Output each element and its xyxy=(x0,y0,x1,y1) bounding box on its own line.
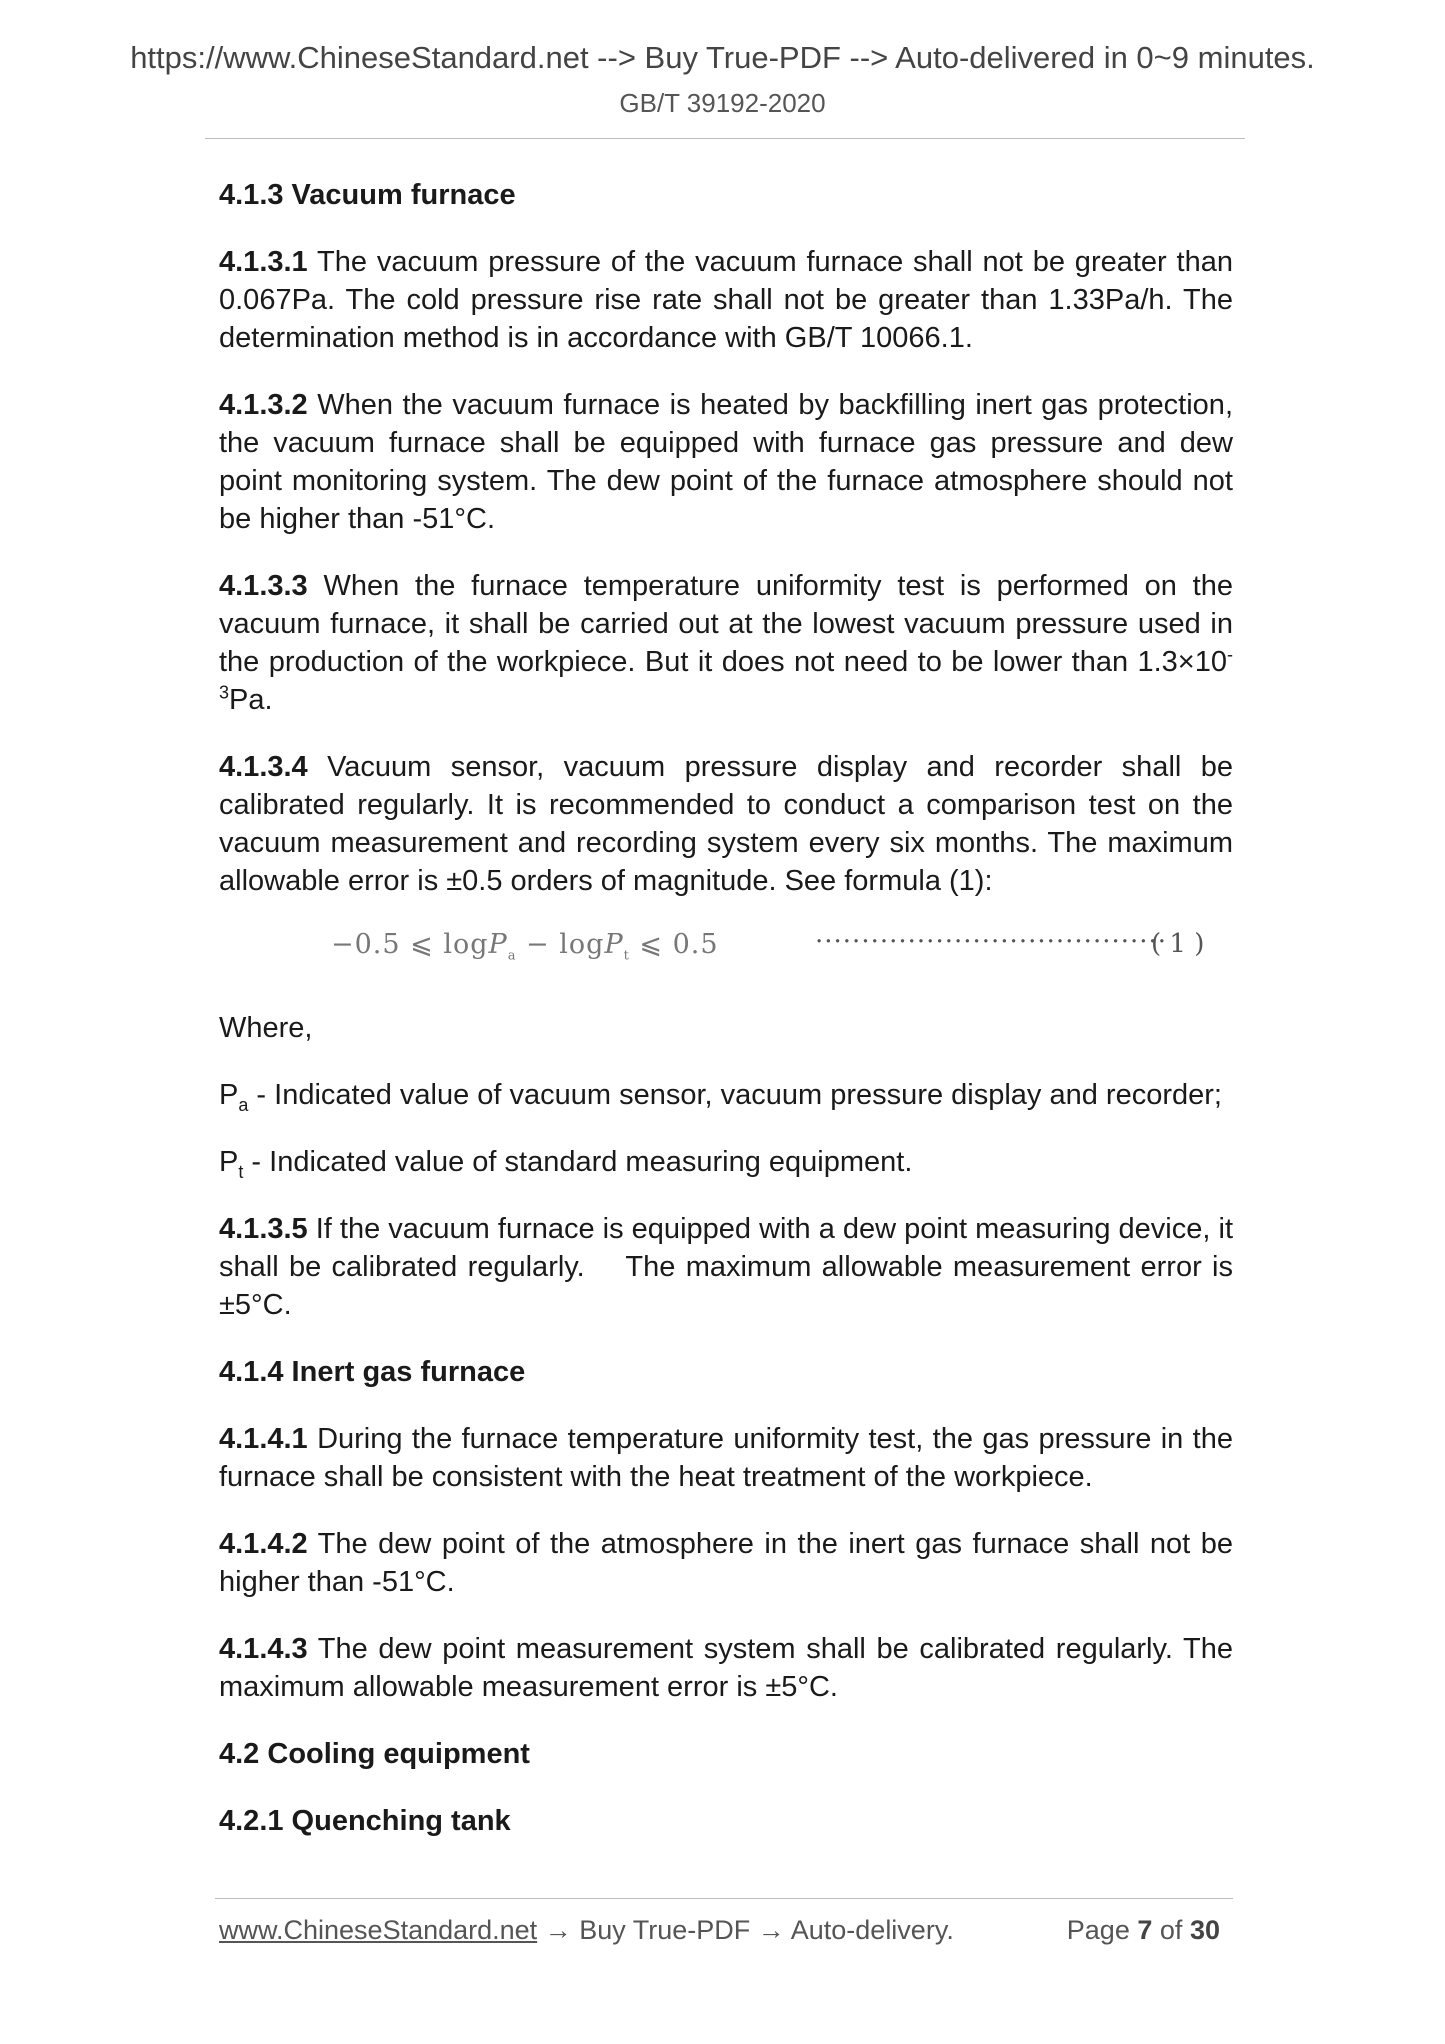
document-body xyxy=(219,170,1242,1869)
of-label: of xyxy=(1159,1915,1183,1945)
footer-text xyxy=(219,1915,954,1946)
clause-number: 4.1.3.4 xyxy=(219,751,308,783)
clause-4-1-4-3 xyxy=(219,1630,1233,1706)
clause-text-tail: Pa. xyxy=(229,684,273,716)
exponent: -3 xyxy=(219,644,1233,703)
symbol: P xyxy=(219,1146,239,1178)
clause-4-1-3-2 xyxy=(219,386,1233,538)
page-number: 7 xyxy=(1137,1915,1153,1945)
clause-4-1-3-5 xyxy=(219,1210,1242,1324)
footer-link[interactable]: www.ChineseStandard.net xyxy=(219,1915,538,1945)
definition-pt xyxy=(219,1143,1233,1181)
formula-rhs: ⩽ 0.5 xyxy=(629,929,719,960)
symbol-subscript: t xyxy=(238,1161,244,1182)
symbol-subscript: a xyxy=(238,1094,249,1115)
formula-1 xyxy=(219,929,1233,969)
definition-text: - Indicated value of vacuum sensor, vacuum pressure display and recorder; xyxy=(248,1079,1222,1111)
clause-number: 4.1.3.3 xyxy=(219,570,308,602)
formula-expression xyxy=(331,929,719,963)
clause-number: 4.1.3.5 xyxy=(219,1213,308,1245)
definition-text: - Indicated value of standard measuring equipment. xyxy=(243,1146,913,1178)
clause-text: Vacuum sensor, vacuum pressure display and recorder shall be calibrated regularly. It is recommended to conduct a comparison test on the vacuum measurement and recording system every six months. The maximum allowable error is ±0.5 orders of magnitude. See formula (1): xyxy=(219,751,1233,897)
formula-symbol-pa: P xyxy=(488,929,508,960)
section-heading-4-2: 4.2 Cooling equipment xyxy=(219,1738,530,1770)
clause-4-1-4-2 xyxy=(219,1525,1233,1601)
footer-divider xyxy=(215,1898,1233,1899)
formula-lhs: −0.5 ⩽ log xyxy=(331,929,489,960)
clause-text: When the furnace temperature uniformity test is performed on the vacuum furnace, it shall be carried out at the lowest vacuum pressure used in the production of the workpiece. But it does not need to be lower than 1.3×10 xyxy=(219,570,1233,678)
clause-4-1-3-3 xyxy=(219,567,1233,719)
section-heading-4-1-4: 4.1.4 Inert gas furnace xyxy=(219,1356,526,1388)
formula-subscript-t: t xyxy=(623,948,630,964)
formula-number: ( 1 ) xyxy=(1151,929,1205,959)
symbol: P xyxy=(219,1079,239,1111)
clause-text: The dew point measurement system shall be calibrated regularly. The maximum allowable measurement error is ±5°C. xyxy=(219,1633,1233,1703)
clause-number: 4.1.3.1 xyxy=(219,246,308,278)
clause-4-1-3-4 xyxy=(219,748,1233,900)
clause-number: 4.1.4.2 xyxy=(219,1528,308,1560)
clause-number: 4.1.4.3 xyxy=(219,1633,308,1665)
header-standard-number: GB/T 39192-2020 xyxy=(619,88,826,118)
footer-rest: → Buy True-PDF → Auto-delivery. xyxy=(537,1915,954,1945)
clause-text: During the furnace temperature uniformity test, the gas pressure in the furnace shall be consistent with the heat treatment of the workpiece. xyxy=(219,1423,1233,1493)
formula-leader-dots: ······································ xyxy=(815,927,1168,957)
section-heading-4-1-3: 4.1.3 Vacuum furnace xyxy=(219,179,516,211)
clause-text: If the vacuum furnace is equipped with a dew point measuring device, it shall be calibrated regularly. The maximum allowable measurement error is ±5°C. xyxy=(219,1213,1242,1321)
clause-text: When the vacuum furnace is heated by backfilling inert gas protection, the vacuum furnace shall be equipped with furnace gas pressure and dew point monitoring system. The dew point of the furnace atmosphere should not be higher than -51°C. xyxy=(219,389,1233,535)
formula-symbol-pt: P xyxy=(604,929,624,960)
section-heading-4-2-1: 4.2.1 Quenching tank xyxy=(219,1805,511,1837)
page-label: Page xyxy=(1066,1915,1130,1945)
header-url-line: https://www.ChineseStandard.net --> Buy True-PDF --> Auto-delivered in 0~9 minutes. xyxy=(130,40,1315,75)
clause-text: The vacuum pressure of the vacuum furnace shall not be greater than 0.067Pa. The cold pressure rise rate shall not be greater than 1.33Pa/h. The determination method is in accordance with GB/T 10066.1. xyxy=(219,246,1233,354)
clause-4-1-3-1 xyxy=(219,243,1233,357)
clause-number: 4.1.3.2 xyxy=(219,389,308,421)
page-total: 30 xyxy=(1189,1915,1220,1945)
clause-number: 4.1.4.1 xyxy=(219,1423,308,1455)
clause-4-1-4-1 xyxy=(219,1420,1233,1496)
formula-subscript-a: a xyxy=(507,948,517,964)
header-divider xyxy=(205,138,1245,139)
formula-mid: − log xyxy=(516,929,605,960)
page-indicator xyxy=(1067,1915,1220,1946)
definition-pa xyxy=(219,1076,1233,1114)
clause-text: The dew point of the atmosphere in the inert gas furnace shall not be higher than -51°C. xyxy=(219,1528,1233,1598)
where-label: Where, xyxy=(219,1012,313,1044)
